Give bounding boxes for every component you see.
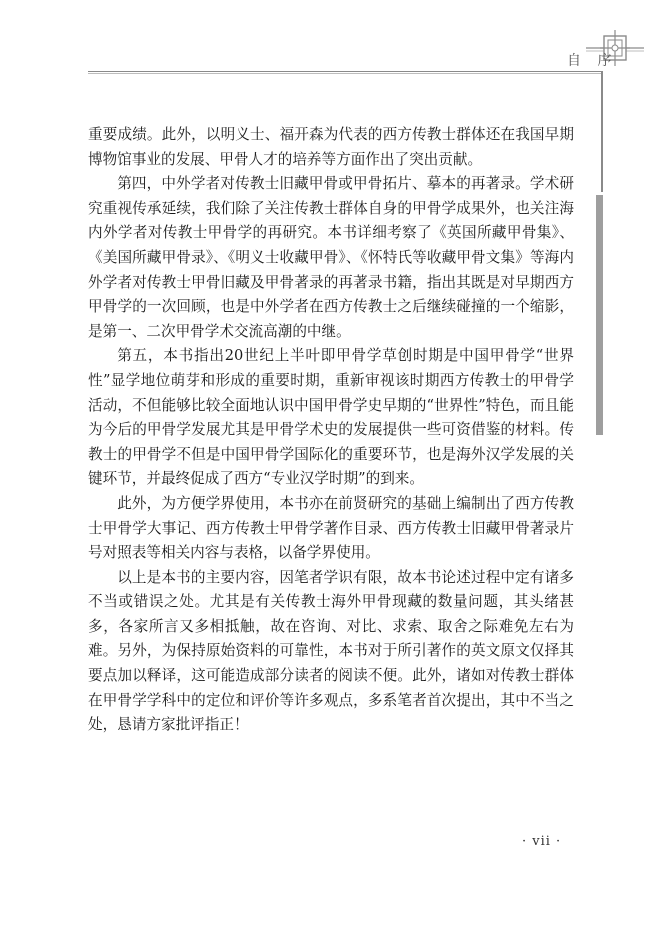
header-rule-secondary: [88, 73, 603, 74]
paragraph: 第五，本书指出20世纪上半叶即甲骨学草创时期是中国甲骨学“世界性”显学地位萌芽和形成的重要时期，重新审视该时期西方传教士的甲骨学活动，不但能够比较全面地认识中国甲骨学史早期的“世界性”特色，而且能为今后的甲骨学发展尤其是甲骨学术史的发展提供一些可资借鉴的材料。传教士的甲骨学不但是中国甲骨学国际化的重要环节，也是海外汉学发展的关键环节，并最终促成了西方“专业汉学时期”的到来。: [88, 347, 574, 488]
body-text: [88, 123, 574, 738]
paragraph: 第四，中外学者对传教士旧藏甲骨或甲骨拓片、摹本的再著录。学术研究重视传承延续，我们除了关注传教士群体自身的甲骨学成果外，也关注海内外学者对传教士甲骨学的再研究。本书详细考察了《英国所藏甲骨集》、《美国所藏甲骨录》、《明义士收藏甲骨》、《怀特氏等收藏甲骨文集》等海内外学者对传教士甲骨旧藏及甲骨著录的再著录书籍，指出其既是对早期西方甲骨学的一次回顾，也是中外学者在西方传教士之后继续碰撞的一个缩影，是第一、二次甲骨学术交流高潮的中继。: [88, 175, 574, 340]
side-thumb-bar: [596, 195, 603, 435]
header-rule: [88, 71, 603, 72]
page-number: · vii ·: [522, 834, 562, 849]
running-header-title: 自 序: [567, 53, 618, 69]
right-margin-rule: [601, 72, 603, 192]
paragraph: 此外，为方便学界使用，本书亦在前贤研究的基础上编制出了西方传教士甲骨学大事记、西方传教士甲骨学著作目录、西方传教士旧藏甲骨著录片号对照表等相关内容与表格，以备学界使用。: [88, 494, 574, 562]
paragraph: 以上是本书的主要内容，因笔者学识有限，故本书论述过程中定有诸多不当或错误之处。尤其是有关传教士海外甲骨现藏的数量问题，其头绪甚多，各家所言又多相抵触，故在咨询、对比、求索、取舍之际难免左右为难。另外，为保持原始资料的可靠性，本书对于所引著作的英文原文仅择其要点加以释译，这可能造成部分读者的阅读不便。此外，诸如对传教士群体在甲骨学学科中的定位和评价等许多观点，多系笔者首次提出，其中不当之处，恳请方家批评指正！: [88, 568, 574, 734]
paragraph: 重要成绩。此外，以明义士、福开森为代表的西方传教士群体还在我国早期博物馆事业的发展、甲骨人才的培养等方面作出了突出贡献。: [88, 126, 574, 168]
